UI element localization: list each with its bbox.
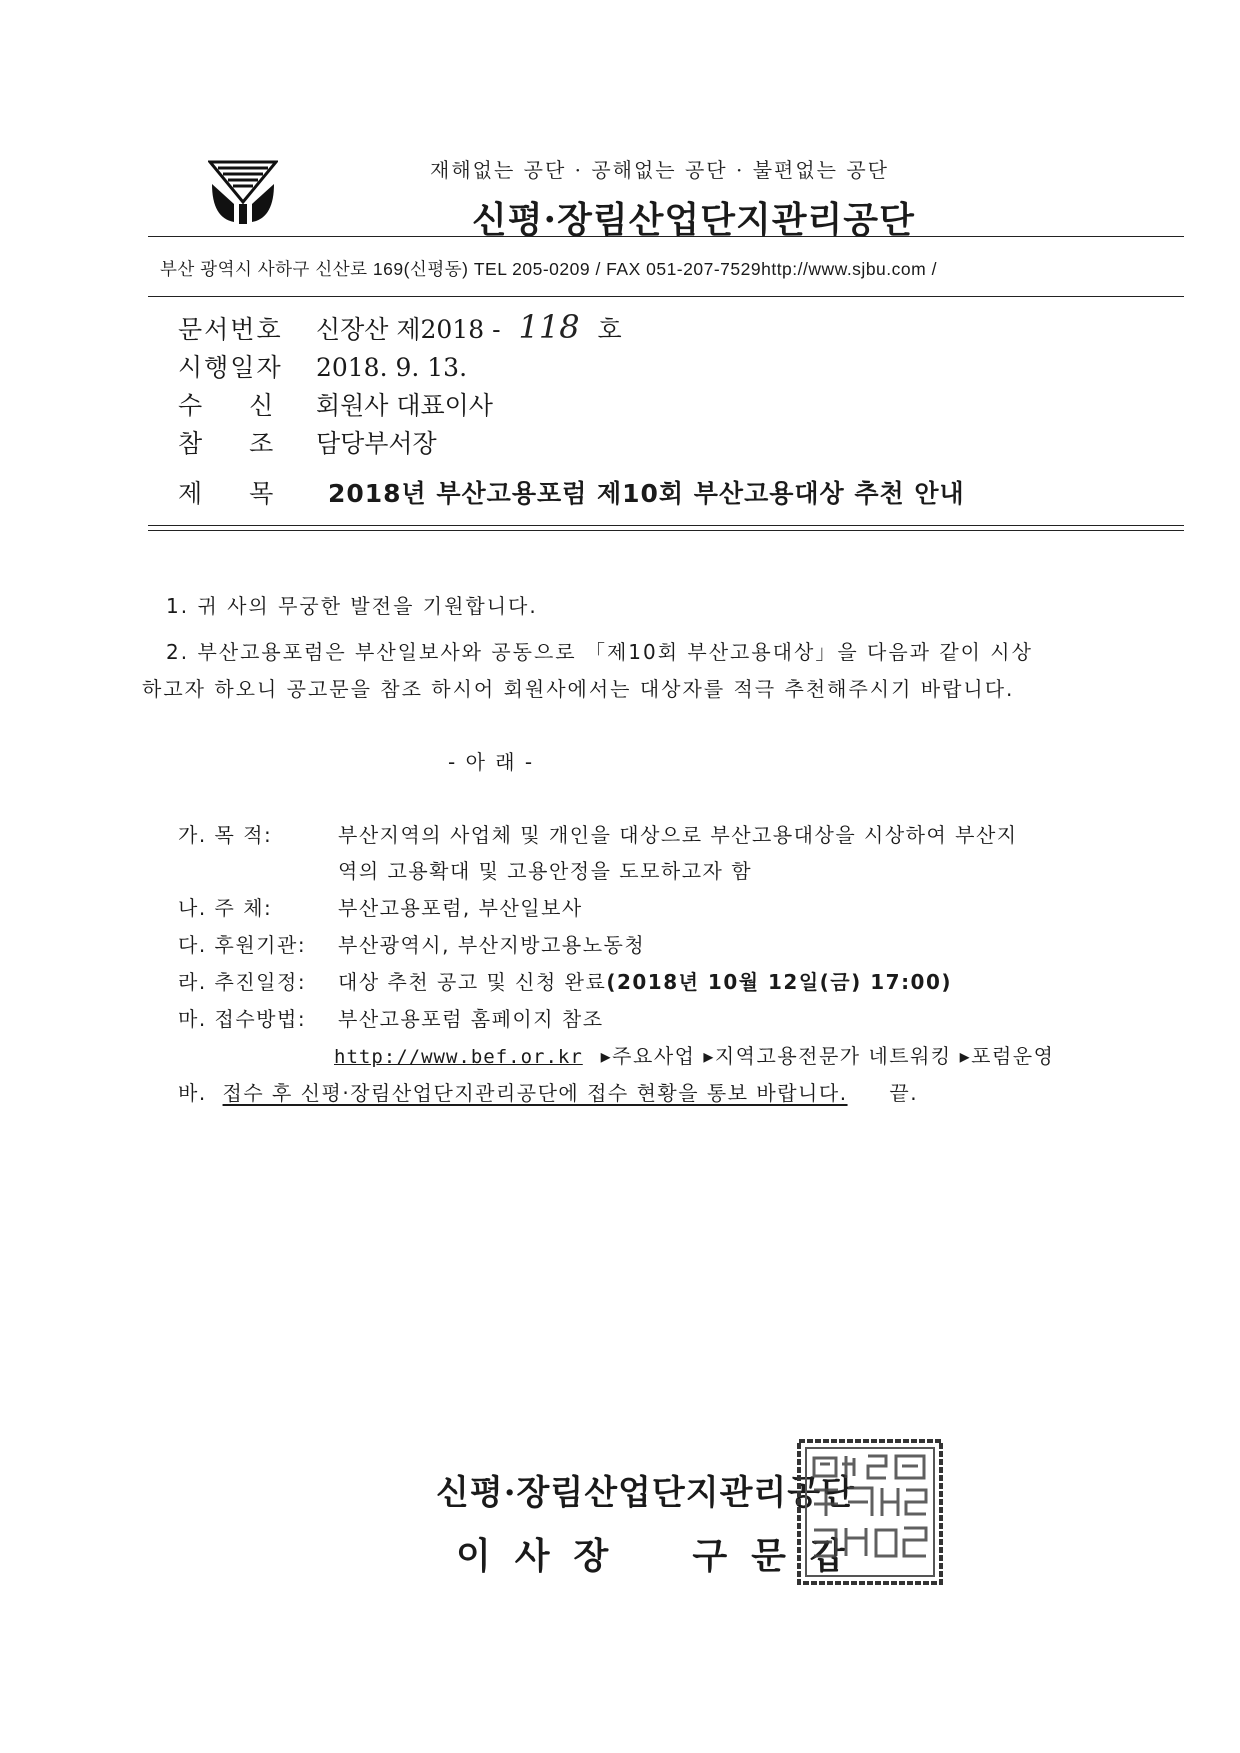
recipient-label: 수신 — [178, 391, 321, 420]
signature-name: 구문갑 — [692, 1535, 869, 1577]
organization-address: 부산 광역시 사하구 신산로 169(신평동) TEL 205-0209 / FAX 051-207-7529http://www.sjbu.com / — [160, 259, 937, 279]
reference-value: 담당부서장 — [315, 429, 437, 458]
end-mark: 끝. — [889, 1081, 919, 1105]
meta-divider-2 — [148, 530, 1184, 531]
paragraph-2-line-1: 2. 부산고용포럼은 부산일보사와 공동으로 「제10회 부산고용대상」을 다음과 같이 시상 — [166, 640, 1033, 664]
item-sponsor-value: 부산광역시, 부산지방고용노동청 — [338, 933, 646, 957]
header-divider-top — [148, 236, 1184, 237]
signature-organization: 신평·장림산업단지관리공단 — [436, 1473, 855, 1513]
reference-label: 참조 — [178, 429, 321, 458]
item-notice-label: 바. — [178, 1081, 207, 1105]
item-schedule-date: (2018년 10월 12일(금) 17:00) — [606, 970, 953, 994]
recipient-value: 회원사 대표이사 — [315, 391, 493, 420]
item-purpose — [178, 819, 1018, 848]
meta-divider-1 — [148, 525, 1184, 526]
date-row — [178, 348, 467, 384]
item-apply-label: 마. 접수방법: — [178, 1007, 307, 1031]
forum-url-link[interactable]: http://www.bef.or.kr — [334, 1046, 583, 1068]
date-label: 시행일자 — [178, 353, 283, 382]
subject-row — [178, 474, 965, 510]
date-value: 2018. 9. 13. — [315, 353, 468, 382]
item-host-value: 부산고용포럼, 부산일보사 — [338, 896, 583, 920]
forum-menu-path: ▸주요사업 ▸지역고용전문가 네트워킹 ▸포럼운영 — [600, 1044, 1055, 1068]
paragraph-2-line-2: 하고자 하오니 공고문을 참조 하시어 회원사에서는 대상자를 적극 추천해주시기 바랍니다. — [142, 677, 1015, 701]
item-notice — [178, 1077, 918, 1106]
below-heading: - 아 래 - — [448, 750, 535, 774]
item-apply-value: 부산고용포럼 홈페이지 참조 — [338, 1007, 604, 1031]
item-sponsor-label: 다. 후원기관: — [178, 933, 307, 957]
subject-label: 제목 — [178, 479, 321, 508]
official-seal-icon — [796, 1438, 944, 1586]
item-sponsor — [178, 929, 645, 958]
item-notice-value: 접수 후 신평·장림산업단지관리공단에 접수 현황을 통보 바랍니다. — [222, 1081, 848, 1105]
complex-logo-icon — [208, 160, 278, 226]
organization-title: 신평·장림산업단지관리공단 — [472, 199, 915, 241]
reference-row — [178, 424, 437, 460]
doc-number-suffix: 호 — [597, 315, 622, 344]
item-schedule — [178, 966, 952, 995]
item-schedule-label: 라. 추진일정: — [178, 970, 307, 994]
doc-number-prefix: 신장산 제2018 - — [315, 315, 501, 344]
item-purpose-line-1: 부산지역의 사업체 및 개인을 대상으로 부산고용대상을 시상하여 부산지 — [338, 823, 1018, 847]
header-divider-bottom — [148, 296, 1184, 297]
signature-title: 이사장 — [456, 1535, 633, 1577]
item-schedule-value: 대상 추천 공고 및 신청 완료 — [338, 970, 607, 994]
doc-number-label: 문서번호 — [178, 315, 283, 344]
doc-number-row — [178, 308, 622, 346]
recipient-row — [178, 386, 493, 422]
item-host — [178, 892, 583, 921]
paragraph-1: 1. 귀 사의 무궁한 발전을 기원합니다. — [166, 594, 538, 618]
item-apply-link-row — [334, 1040, 1054, 1069]
item-purpose-line-2: 역의 고용확대 및 고용안정을 도모하고자 함 — [338, 859, 753, 883]
item-host-label: 나. 주 체: — [178, 896, 273, 920]
subject-value: 2018년 부산고용포럼 제10회 부산고용대상 추천 안내 — [327, 479, 965, 508]
item-apply — [178, 1003, 604, 1032]
slogan: 재해없는 공단 · 공해없는 공단 · 불편없는 공단 — [430, 158, 889, 182]
item-purpose-label: 가. 목 적: — [178, 823, 273, 847]
doc-number-handwritten: 118 — [518, 308, 580, 346]
